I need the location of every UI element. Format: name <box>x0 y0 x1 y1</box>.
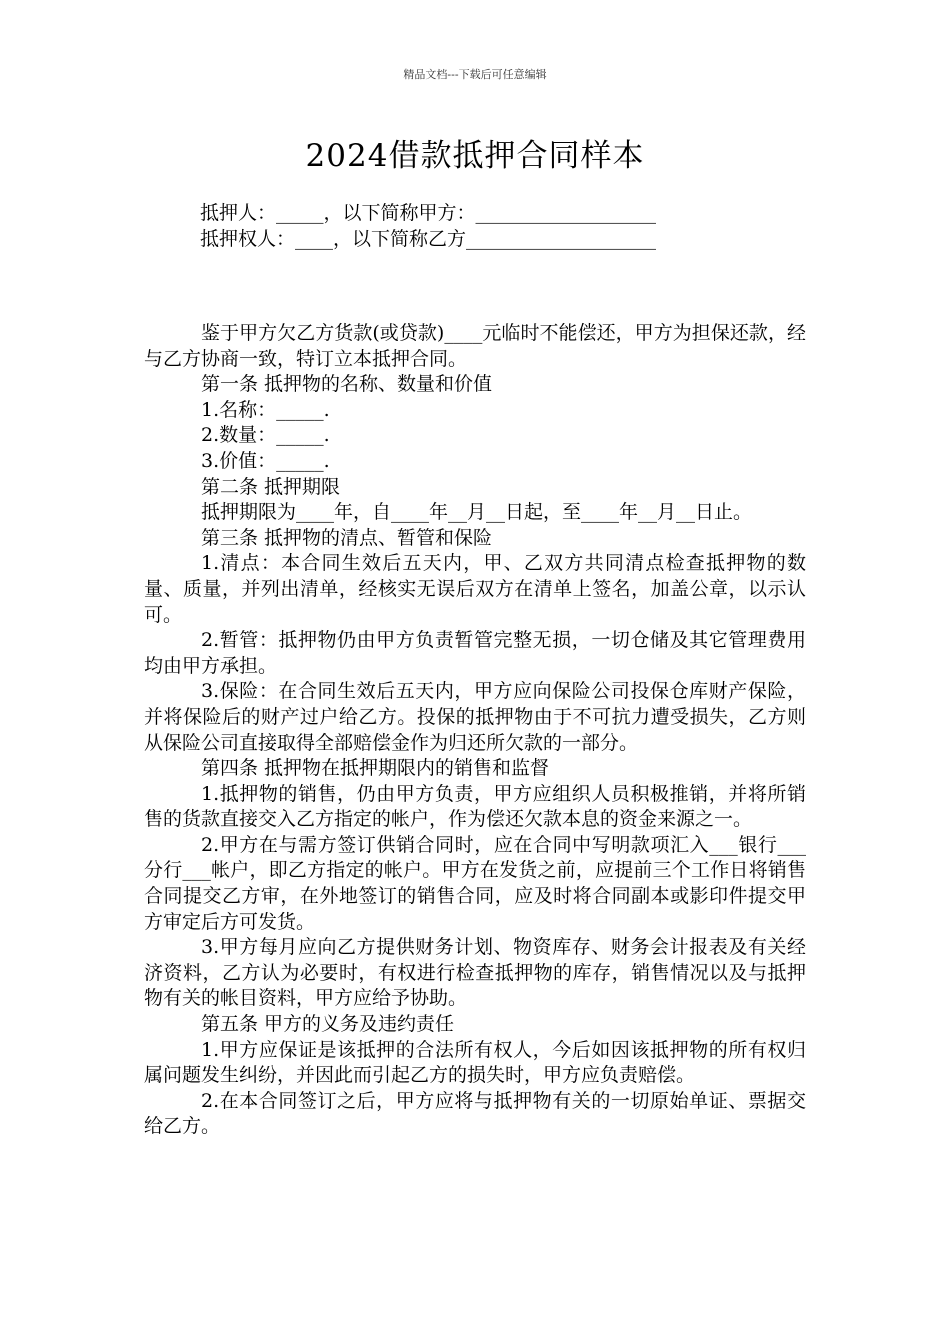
article-4-heading: 第四条 抵押物在抵押期限内的销售和监督 <box>201 757 550 780</box>
article-5-item-1: 1.甲方应保证是该抵押的合法所有权人，今后如因该抵押物的所有权归属问题发生纠纷，并因此而引起乙方的损失时，甲方应负责赔偿。 <box>144 1038 806 1087</box>
article-3-heading: 第三条 抵押物的清点、暂管和保险 <box>201 526 493 549</box>
article-4-item-3: 3.甲方每月应向乙方提供财务计划、物资库存、财务会计报表及有关经济资料，乙方认为必要时，有权进行检查抵押物的库存，销售情况以及与抵押物有关的帐目资料，甲方应给予协助。 <box>144 936 806 1010</box>
article-2-heading: 第二条 抵押期限 <box>201 475 341 498</box>
article-1-item-name: 1.名称：_____. <box>201 398 330 421</box>
parties-block <box>200 200 800 252</box>
article-4-item-2: 2.甲方在与需方签订供销合同时，应在合同中写明款项汇入___银行___分行___帐户，即乙方指定的帐户。甲方在发货之前，应提前三个工作日将销售合同提交乙方审，在外地签订的销售合同，应及时将合同副本或影印件提交甲方审定后方可发货。 <box>144 833 806 933</box>
article-5-item-2: 2.在本合同签订之后，甲方应将与抵押物有关的一切原始单证、票据交给乙方。 <box>144 1089 806 1138</box>
document-title: 2024借款抵押合同样本 <box>305 138 645 174</box>
article-3-item-2: 2.暂管：抵押物仍由甲方负责暂管完整无损，一切仓储及其它管理费用均由甲方承担。 <box>144 629 806 677</box>
article-3-item-1: 1.清点：本合同生效后五天内，甲、乙双方共同清点检查抵押物的数量、质量，并列出清单，经核实无误后双方在清单上签名，加盖公章，以示认可。 <box>144 552 806 626</box>
contract-body <box>144 321 806 1140</box>
paragraph-preamble: 鉴于甲方欠乙方货款(或贷款)____元临时不能偿还，甲方为担保还款，经与乙方协商一致，特订立本抵押合同。 <box>144 322 806 370</box>
article-1-item-value: 3.价值：_____. <box>201 449 330 472</box>
article-1-item-quantity: 2.数量：_____. <box>201 424 330 447</box>
mortgagee-line: 抵押权人：____，以下简称乙方____________________ <box>200 228 657 250</box>
article-5-heading: 第五条 甲方的义务及违约责任 <box>201 1013 455 1036</box>
article-4-item-1: 1.抵押物的销售，仍由甲方负责，甲方应组织人员积极推销，并将所销售的货款直接交入乙方指定的帐户，作为偿还欠款本息的资金来源之一。 <box>144 782 806 831</box>
article-1-heading: 第一条 抵押物的名称、数量和价值 <box>201 373 493 396</box>
article-2-text: 抵押期限为____年，自____年__月__日起，至____年__月__日止。 <box>201 501 753 524</box>
article-3-item-3: 3.保险：在合同生效后五天内，甲方应向保险公司投保仓库财产保险，并将保险后的财产过户给乙方。投保的抵押物由于不可抗力遭受损失，乙方则从保险公司直接取得全部赔偿金作为归还所欠款的一部分。 <box>144 680 806 754</box>
header-note: 精品文档---下载后可任意编辑 <box>403 68 547 81</box>
mortgagor-line: 抵押人：_____，以下简称甲方：___________________ <box>200 202 657 224</box>
